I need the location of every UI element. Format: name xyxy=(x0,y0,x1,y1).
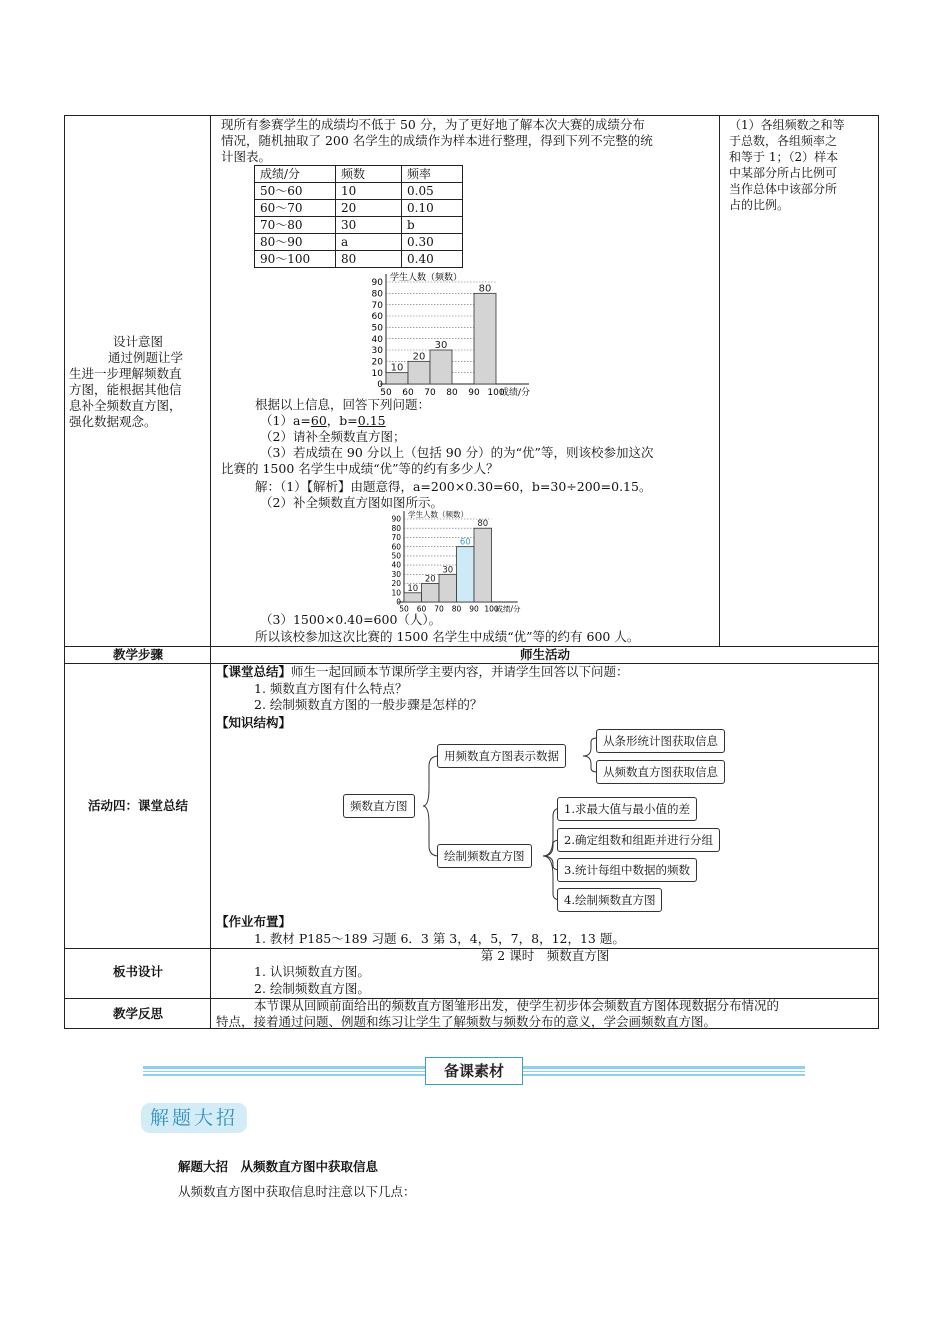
x-axis-label: 成绩/分 xyxy=(500,388,531,398)
y-tick-label: 0 xyxy=(377,380,383,391)
x-tick-label: 50 xyxy=(380,388,392,398)
y-tick-label: 40 xyxy=(371,334,383,345)
design-intent-title: 设计意图 xyxy=(112,334,163,349)
y-tick-label: 80 xyxy=(371,289,383,300)
note-line-2: 于总数，各组频率之 xyxy=(729,134,838,148)
table-border-left xyxy=(64,115,65,1029)
summary-text: 师生一起回顾本节课所学主要内容，并请学生回答以下问题： xyxy=(291,664,629,679)
x-tick-label: 100 xyxy=(487,388,505,398)
y-tick-label: 30 xyxy=(371,346,383,357)
tip-title: 解题大招 从频数直方图中获取信息 xyxy=(178,1159,379,1174)
mindmap-leaf-histogram: 从频数直方图获取信息 xyxy=(596,760,725,784)
x-tick-label: 80 xyxy=(451,604,462,613)
knowledge-tag: 【知识结构】 xyxy=(216,715,292,730)
note-line-1: （1）各组频数之和等 xyxy=(729,118,845,132)
summary-q2: 2. 绘制频数直方图的一般步骤是怎样的？ xyxy=(254,697,483,712)
summary-tag: 【课堂总结】 xyxy=(216,664,292,679)
reflection-line-1: 本节课从回顾前面给出的频数直方图雏形出发，使学生初步体会频数直方图体现数据分布情况的 xyxy=(254,998,780,1013)
design-intent-line-3: 方图，能根据其他信 xyxy=(69,382,182,397)
board-label: 板书设计 xyxy=(112,964,163,979)
question-intro: 根据以上信息，回答下列问题： xyxy=(255,397,431,412)
header-teaching-steps: 教学步骤 xyxy=(112,647,163,662)
y-tick-label: 90 xyxy=(371,278,383,289)
bar-value-label: 20 xyxy=(412,351,426,363)
question-3-line-1: （3）若成绩在 90 分以上（包括 90 分）的为“优”等，则该校参加这次 xyxy=(260,445,654,460)
table-row xyxy=(255,183,463,200)
table-cell: 80 xyxy=(336,251,402,268)
bar-value-label: 80 xyxy=(478,283,492,295)
y-tick-label: 90 xyxy=(391,514,401,524)
solution-4: 所以该校参加这次比赛的 1500 名学生中成绩“优”等的约有 600 人。 xyxy=(255,629,640,644)
histogram-bar xyxy=(439,574,457,602)
question-1-a-label: （1）a= xyxy=(260,413,311,428)
solution-2: （2）补全频数直方图如图所示。 xyxy=(260,495,443,510)
table-cell: 80～90 xyxy=(255,234,336,251)
table-header-cell: 频数 xyxy=(336,166,402,183)
bar-value-label: 10 xyxy=(390,362,404,374)
bar-value-label: 10 xyxy=(407,583,419,594)
table-cell: 20 xyxy=(336,200,402,217)
y-tick-label: 40 xyxy=(391,560,401,570)
design-intent-line-2: 生进一步理解频数直 xyxy=(69,366,182,381)
table-cell: 0.30 xyxy=(402,234,463,251)
solution-3: （3）1500×0.40=600（人）。 xyxy=(260,612,442,627)
table-cell: 0.40 xyxy=(402,251,463,268)
table-cell: 30 xyxy=(336,217,402,234)
table-row xyxy=(255,234,463,251)
mindmap-step-3: 3.统计每组中数据的频数 xyxy=(557,858,697,882)
solution-1: 解：（1）【解析】由题意得，a=200×0.30=60，b=30÷200=0.15。 xyxy=(255,479,652,494)
y-tick-label: 20 xyxy=(391,579,401,589)
col-divider xyxy=(210,115,211,1029)
bar-value-label: 60 xyxy=(459,537,471,548)
problem-line-2: 情况，随机抽取了 200 名学生的成绩作为样本进行整理，得到下列不完整的统 xyxy=(221,133,653,148)
y-tick-label: 80 xyxy=(391,523,401,533)
x-tick-label: 100 xyxy=(484,604,499,613)
table-cell: 50～60 xyxy=(255,183,336,200)
table-cell: 10 xyxy=(336,183,402,200)
y-tick-label: 10 xyxy=(371,368,383,379)
table-row xyxy=(255,251,463,268)
table-cell: 60～70 xyxy=(255,200,336,217)
homework-tag: 【作业布置】 xyxy=(216,914,292,929)
bar-value-label: 80 xyxy=(477,519,489,530)
table-border-top xyxy=(64,115,879,116)
summary-q1: 1. 频数直方图有什么特点？ xyxy=(254,681,408,696)
x-tick-label: 70 xyxy=(424,388,436,398)
table-cell: 0.10 xyxy=(402,200,463,217)
y-tick-label: 70 xyxy=(391,533,401,543)
table-cell: 90～100 xyxy=(255,251,336,268)
histogram-complete xyxy=(374,507,574,613)
table-border-right xyxy=(878,115,879,1029)
x-axis-label: 成绩/分 xyxy=(495,604,521,613)
table-header-cell: 成绩/分 xyxy=(255,166,336,183)
table-cell: 70～80 xyxy=(255,217,336,234)
y-tick-label: 60 xyxy=(371,312,383,323)
note-line-6: 占的比例。 xyxy=(729,198,790,212)
note-line-4: 中某部分所占比例可 xyxy=(729,166,838,180)
histogram-incomplete xyxy=(362,266,592,398)
histogram-bar xyxy=(386,373,408,384)
board-line-1: 1. 认识频数直方图。 xyxy=(254,964,370,979)
summary-line xyxy=(216,664,629,680)
header-activities: 师生活动 xyxy=(519,647,570,662)
bar-value-label: 30 xyxy=(442,565,454,576)
bar-value-label: 20 xyxy=(424,574,436,585)
x-tick-label: 50 xyxy=(399,604,409,613)
x-tick-label: 90 xyxy=(468,388,480,398)
x-tick-label: 90 xyxy=(469,604,479,613)
x-tick-label: 60 xyxy=(416,604,427,613)
question-2: （2）请补全频数直方图； xyxy=(260,429,406,444)
answer-b: 0.15 xyxy=(357,413,386,428)
section-banner: 备课素材 xyxy=(425,1057,523,1085)
design-intent-line-4: 息补全频数直方图， xyxy=(69,398,182,413)
reflection-line-2: 特点，接着通过问题、例题和练习让学生了解频数与频数分布的意义，学会画频数直方图。 xyxy=(216,1014,717,1029)
board-title: 第 2 课时 频数直方图 xyxy=(480,948,610,963)
design-intent-line-1: 通过例题让学 xyxy=(108,350,184,365)
mindmap-leaf-bar-chart: 从条形统计图获取信息 xyxy=(596,729,725,753)
y-axis-label: 学生人数（频数） xyxy=(390,273,463,283)
histogram-bar xyxy=(474,293,496,384)
answer-a: 60 xyxy=(310,413,327,428)
table-row xyxy=(255,217,463,234)
question-1-b-label: ，b= xyxy=(326,413,358,428)
question-1 xyxy=(260,413,386,429)
tip-badge: 解题大招 xyxy=(149,1107,238,1129)
table-row xyxy=(255,200,463,217)
mindmap-root: 频数直方图 xyxy=(343,794,415,818)
x-tick-label: 60 xyxy=(402,388,414,398)
y-tick-label: 20 xyxy=(371,357,383,368)
histogram-bar xyxy=(430,350,452,384)
note-line-3: 和等于 1；（2）样本 xyxy=(729,150,839,164)
mindmap-branch-draw: 绘制频数直方图 xyxy=(437,844,532,868)
histogram-bar xyxy=(457,547,475,602)
histogram-bar xyxy=(408,361,430,384)
mindmap-step-2: 2.确定组数和组距并进行分组 xyxy=(557,828,720,852)
activity4-label: 活动四：课堂总结 xyxy=(87,798,188,813)
y-axis-label: 学生人数（频数） xyxy=(408,510,468,519)
y-tick-label: 10 xyxy=(391,588,401,598)
mindmap-step-4: 4.绘制频数直方图 xyxy=(557,888,662,912)
bar-value-label: 30 xyxy=(434,340,448,351)
board-line-2: 2. 绘制频数直方图。 xyxy=(254,981,370,996)
mindmap-branch-represent: 用频数直方图表示数据 xyxy=(437,744,566,768)
y-tick-label: 50 xyxy=(371,323,383,334)
table-header-row xyxy=(255,166,463,183)
tip-text: 从频数直方图中获取信息时注意以下几点： xyxy=(178,1184,416,1199)
homework-line: 1. 教材 P185～189 习题 6．3 第 3，4，5，7，8，12，13 题。 xyxy=(254,931,625,946)
y-tick-label: 50 xyxy=(391,551,401,561)
question-3-line-2: 比赛的 1500 名学生中成绩“优”等的约有多少人？ xyxy=(221,461,499,476)
table-header-cell: 频率 xyxy=(402,166,463,183)
histogram-bar xyxy=(422,584,440,602)
reflection-label: 教学反思 xyxy=(112,1006,163,1021)
x-tick-label: 70 xyxy=(434,604,444,613)
histogram-bar xyxy=(404,593,422,602)
table-cell: b xyxy=(402,217,463,234)
problem-line-1: 现所有参赛学生的成绩均不低于 50 分，为了更好地了解本次大赛的成绩分布 xyxy=(221,117,645,132)
y-tick-label: 70 xyxy=(371,300,383,311)
note-col-divider xyxy=(719,115,720,646)
design-intent-line-5: 强化数据观念。 xyxy=(69,414,157,429)
table-cell: a xyxy=(336,234,402,251)
mindmap-step-1: 1.求最大值与最小值的差 xyxy=(557,797,697,821)
histogram-bar xyxy=(474,528,492,602)
frequency-table xyxy=(254,165,463,268)
note-line-5: 当作总体中该部分所 xyxy=(729,182,838,196)
x-tick-label: 80 xyxy=(446,388,458,398)
y-tick-label: 60 xyxy=(391,542,401,552)
y-tick-label: 30 xyxy=(391,569,401,579)
y-tick-label: 0 xyxy=(396,597,401,607)
table-cell: 0.05 xyxy=(402,183,463,200)
problem-line-3: 计图表。 xyxy=(221,149,272,164)
